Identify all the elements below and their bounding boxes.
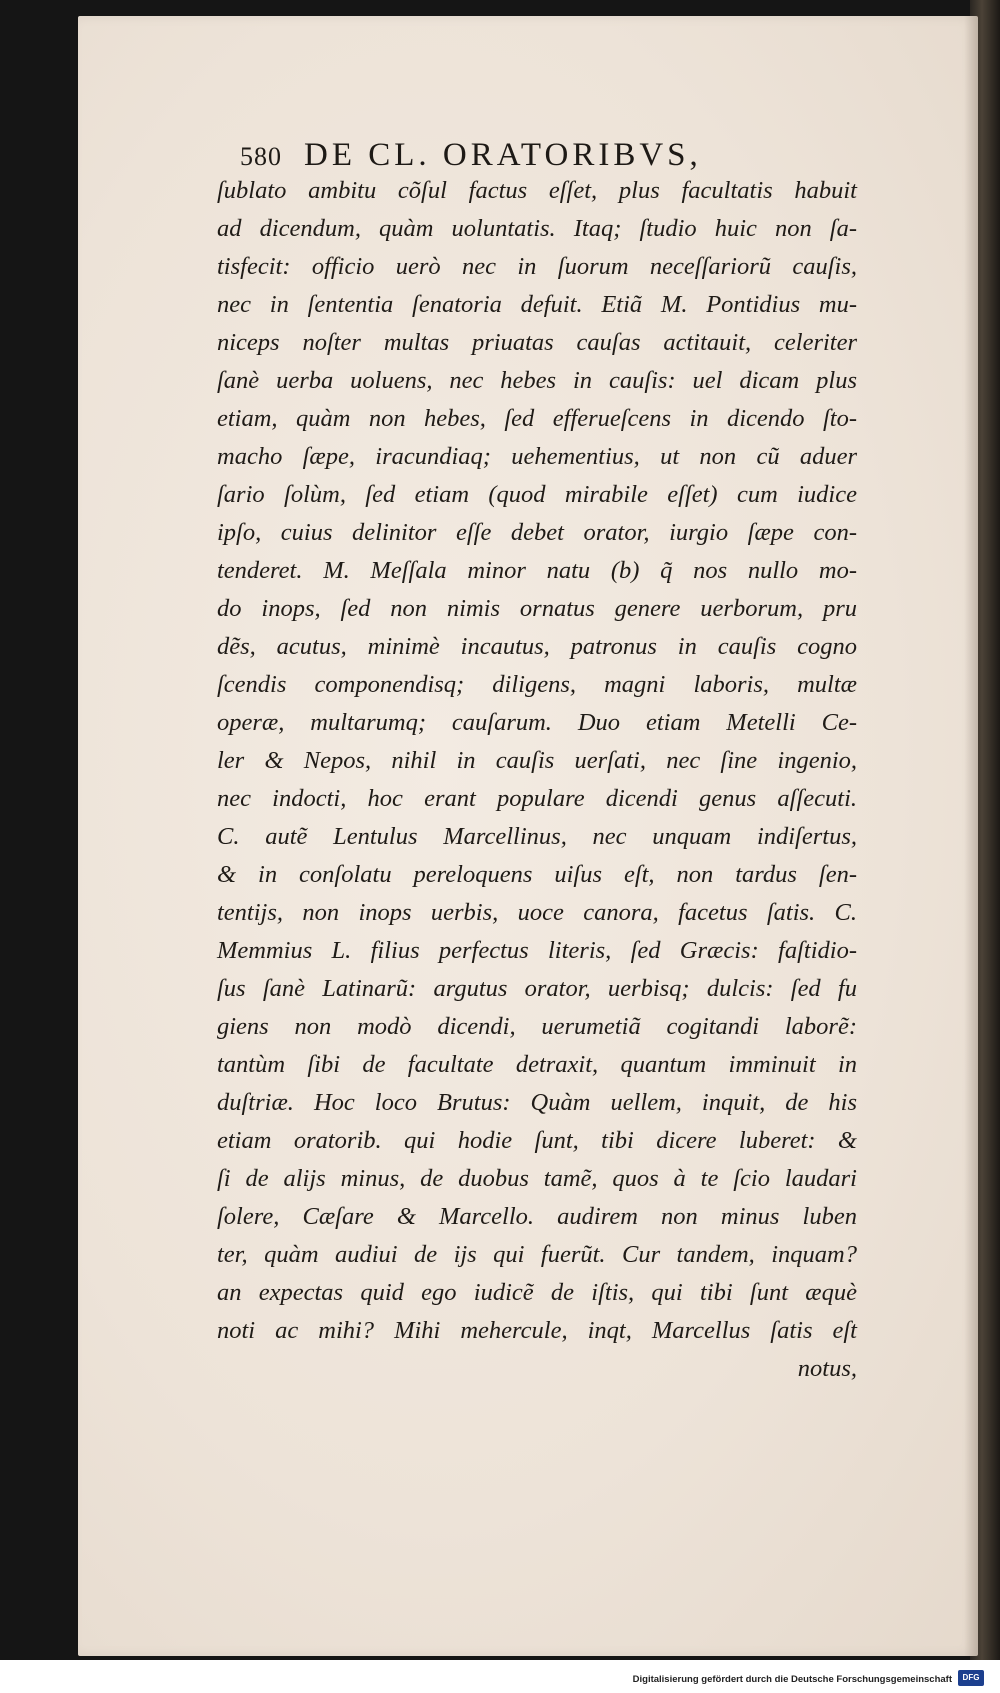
text-line: giens non modò dicendi, uerumetiã cogitandi laborẽ: <box>217 1013 857 1040</box>
text-line: operæ, multarumq; cauſarum. Duo etiam Metelli Ce- <box>217 709 857 736</box>
text-line: tisfecit: officio uerò nec in ſuorum neceſſariorũ cauſis, <box>217 253 857 280</box>
text-line: ſublato ambitu cõſul factus eſſet, plus facultatis habuit <box>217 177 857 204</box>
text-line: ſanè uerba uoluens, nec hebes in cauſis: uel dicam plus <box>217 367 857 394</box>
text-line: ſus ſanè Latinarũ: argutus orator, uerbisq; dulcis: ſed fu <box>217 975 857 1002</box>
text-line: ſi de alijs minus, de duobus tamẽ, quos à te ſcio laudari <box>217 1165 857 1192</box>
text-line: do inops, ſed non nimis ornatus genere uerborum, pru <box>217 595 857 622</box>
text-line: macho ſæpe, iracundiaq; uehementius, ut non cũ aduer <box>217 443 857 470</box>
text-line: tantùm ſibi de facultate detraxit, quantum imminuit in <box>217 1051 857 1078</box>
text-line: ſcendis componendisq; diligens, magni laboris, multæ <box>217 671 857 698</box>
page-edge-shadow <box>964 16 978 1656</box>
text-line: etiam oratorib. qui hodie ſunt, tibi dicere luberet: & <box>217 1127 857 1154</box>
text-line: tenderet. M. Meſſala minor natu (b) q̃ nos nullo mo- <box>217 557 857 584</box>
text-block <box>217 172 857 1388</box>
text-line: duſtriæ. Hoc loco Brutus: Quàm uellem, inquit, de his <box>217 1089 857 1116</box>
text-line: ſario ſolùm, ſed etiam (quod mirabile eſſet) cum iudice <box>217 481 857 508</box>
text-line: tentijs, non inops uerbis, uoce canora, facetus ſatis. C. <box>217 899 857 926</box>
text-line: nec in ſententia ſenatoria defuit. Etiã M. Pontidius mu- <box>217 291 857 318</box>
text-line: niceps noſter multas priuatas cauſas actitauit, celeriter <box>217 329 857 356</box>
text-line: notus, <box>797 1355 857 1382</box>
text-line: ter, quàm audiui de ijs qui fuerũt. Cur tandem, inquam? <box>217 1241 857 1268</box>
text-line: & in conſolatu pereloquens uiſus eſt, non tardus ſen- <box>217 861 857 888</box>
text-line: C. autẽ Lentulus Marcellinus, nec unquam indiſertus, <box>217 823 857 850</box>
text-line: noti ac mihi? Mihi mehercule, inqt, Marcellus ſatis eſt <box>217 1317 857 1344</box>
text-line: ſolere, Cæſare & Marcello. audirem non minus luben <box>217 1203 857 1230</box>
text-line: dẽs, acutus, minimè incautus, patronus in cauſis cogno <box>217 633 857 660</box>
digitization-credit: Digitalisierung gefördert durch die Deutsche Forschungsgemeinschaft <box>632 1674 952 1685</box>
dfg-logo: DFG <box>958 1670 984 1686</box>
text-line: ler & Nepos, nihil in cauſis uerſati, nec ſine ingenio, <box>217 747 857 774</box>
text-line: an expectas quid ego iudicẽ de iſtis, qui tibi ſunt æquè <box>217 1279 857 1306</box>
page-number: 580 <box>240 142 282 171</box>
text-line: ipſo, cuius delinitor eſſe debet orator, iurgio ſæpe con- <box>217 519 857 546</box>
text-line: ad dicendum, quàm uoluntatis. Itaq; ſtudio huic non ſa- <box>217 215 857 242</box>
text-line: Memmius L. filius perfectus literis, ſed Græcis: faſtidio- <box>217 937 857 964</box>
running-head <box>240 137 702 174</box>
text-line: etiam, quàm non hebes, ſed efferueſcens in dicendo ſto- <box>217 405 857 432</box>
text-line: nec indocti, hoc erant populare dicendi genus aſſecuti. <box>217 785 857 812</box>
running-head-title: DE CL. ORATORIBVS, <box>304 137 702 173</box>
